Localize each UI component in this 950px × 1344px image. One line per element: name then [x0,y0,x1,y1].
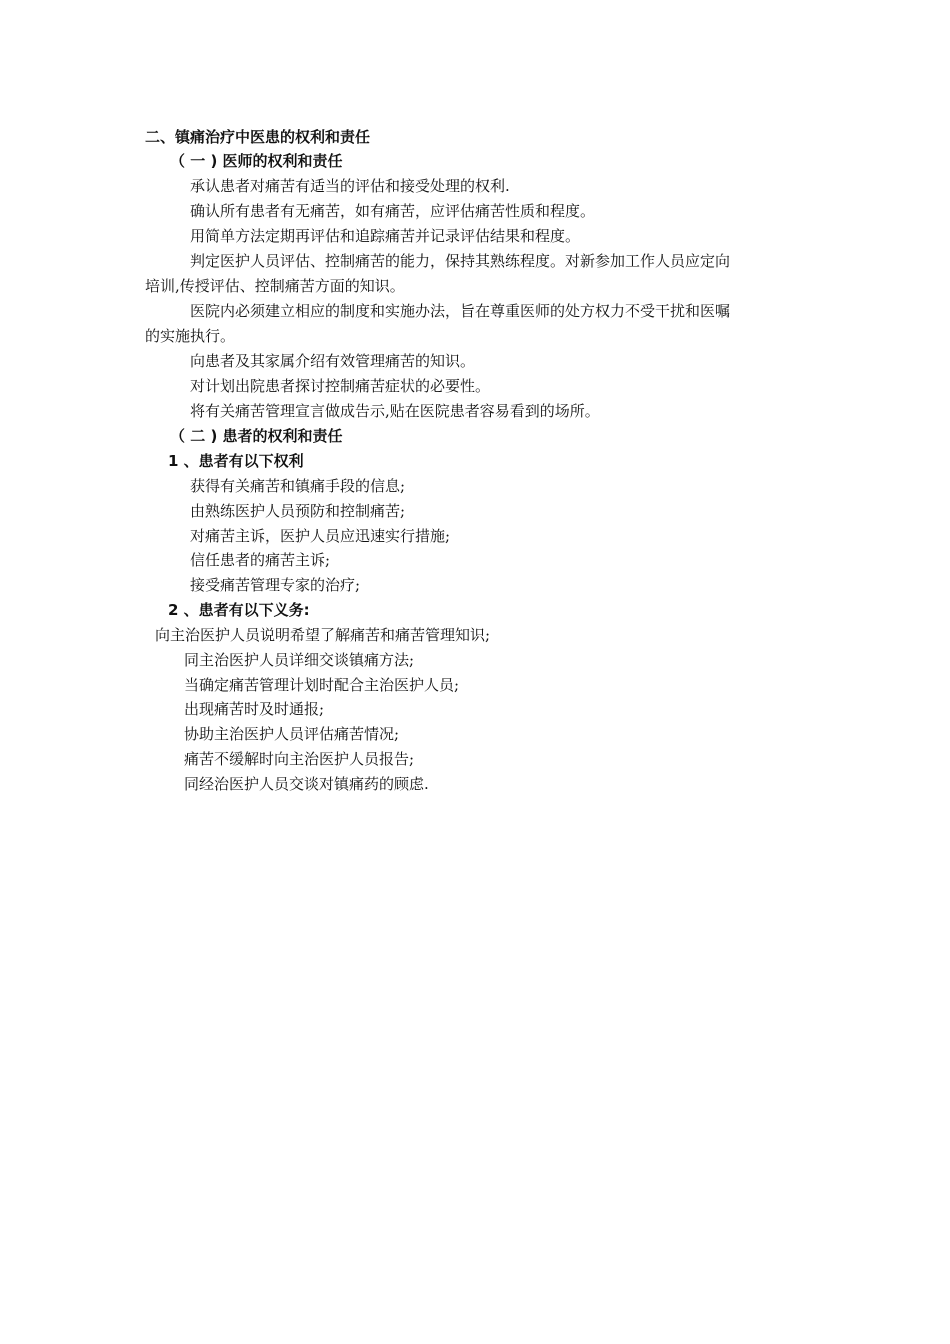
paragraph: 用简单方法定期再评估和追踪痛苦并记录评估结果和程度。 [190,227,581,245]
section-heading: 二、镇痛治疗中医患的权利和责任 [145,128,371,146]
duties-item: 向主治医护人员说明希望了解痛苦和痛苦管理知识; [155,626,491,644]
duties-item: 出现痛苦时及时通报; [184,700,325,718]
rights-item: 接受痛苦管理专家的治疗; [190,576,361,594]
duties-item: 同主治医护人员详细交谈镇痛方法; [184,651,415,669]
paragraph-line: 培训,传授评估、控制痛苦方面的知识。 [145,277,405,295]
duties-title: 2 、患者有以下义务: [168,601,310,619]
subsection-title-patient: （ 二 ) 患者的权利和责任 [170,427,343,445]
paragraph: 确认所有患者有无痛苦，如有痛苦，应评估痛苦性质和程度。 [190,202,596,220]
paragraph: 向患者及其家属介绍有效管理痛苦的知识。 [190,352,476,370]
duties-item: 协助主治医护人员评估痛苦情况; [184,725,400,743]
paragraph: 承认患者对痛苦有适当的评估和接受处理的权利. [190,177,510,195]
rights-item: 对痛苦主诉，医护人员应迅速实行措施; [190,527,451,545]
subsection-title-doctor: （ 一 ) 医师的权利和责任 [170,152,343,170]
rights-item: 信任患者的痛苦主诉; [190,551,331,569]
duties-item: 当确定痛苦管理计划时配合主治医护人员; [184,676,460,694]
paragraph-line: 判定医护人员评估、控制痛苦的能力，保持其熟练程度。对新参加工作人员应定向 [190,252,731,270]
paragraph-line: 的实施执行。 [145,327,236,345]
duties-item: 同经治医护人员交谈对镇痛药的顾虑. [184,775,429,793]
paragraph: 将有关痛苦管理宣言做成告示,贴在医院患者容易看到的场所。 [190,402,600,420]
rights-item: 获得有关痛苦和镇痛手段的信息; [190,477,406,495]
paragraph-line: 医院内必须建立相应的制度和实施办法，旨在尊重医师的处方权力不受干扰和医嘱 [190,302,731,320]
rights-item: 由熟练医护人员预防和控制痛苦; [190,502,406,520]
paragraph: 对计划出院患者探讨控制痛苦症状的必要性。 [190,377,491,395]
duties-item: 痛苦不缓解时向主治医护人员报告; [184,750,415,768]
rights-title: 1 、患者有以下权利 [168,452,304,470]
